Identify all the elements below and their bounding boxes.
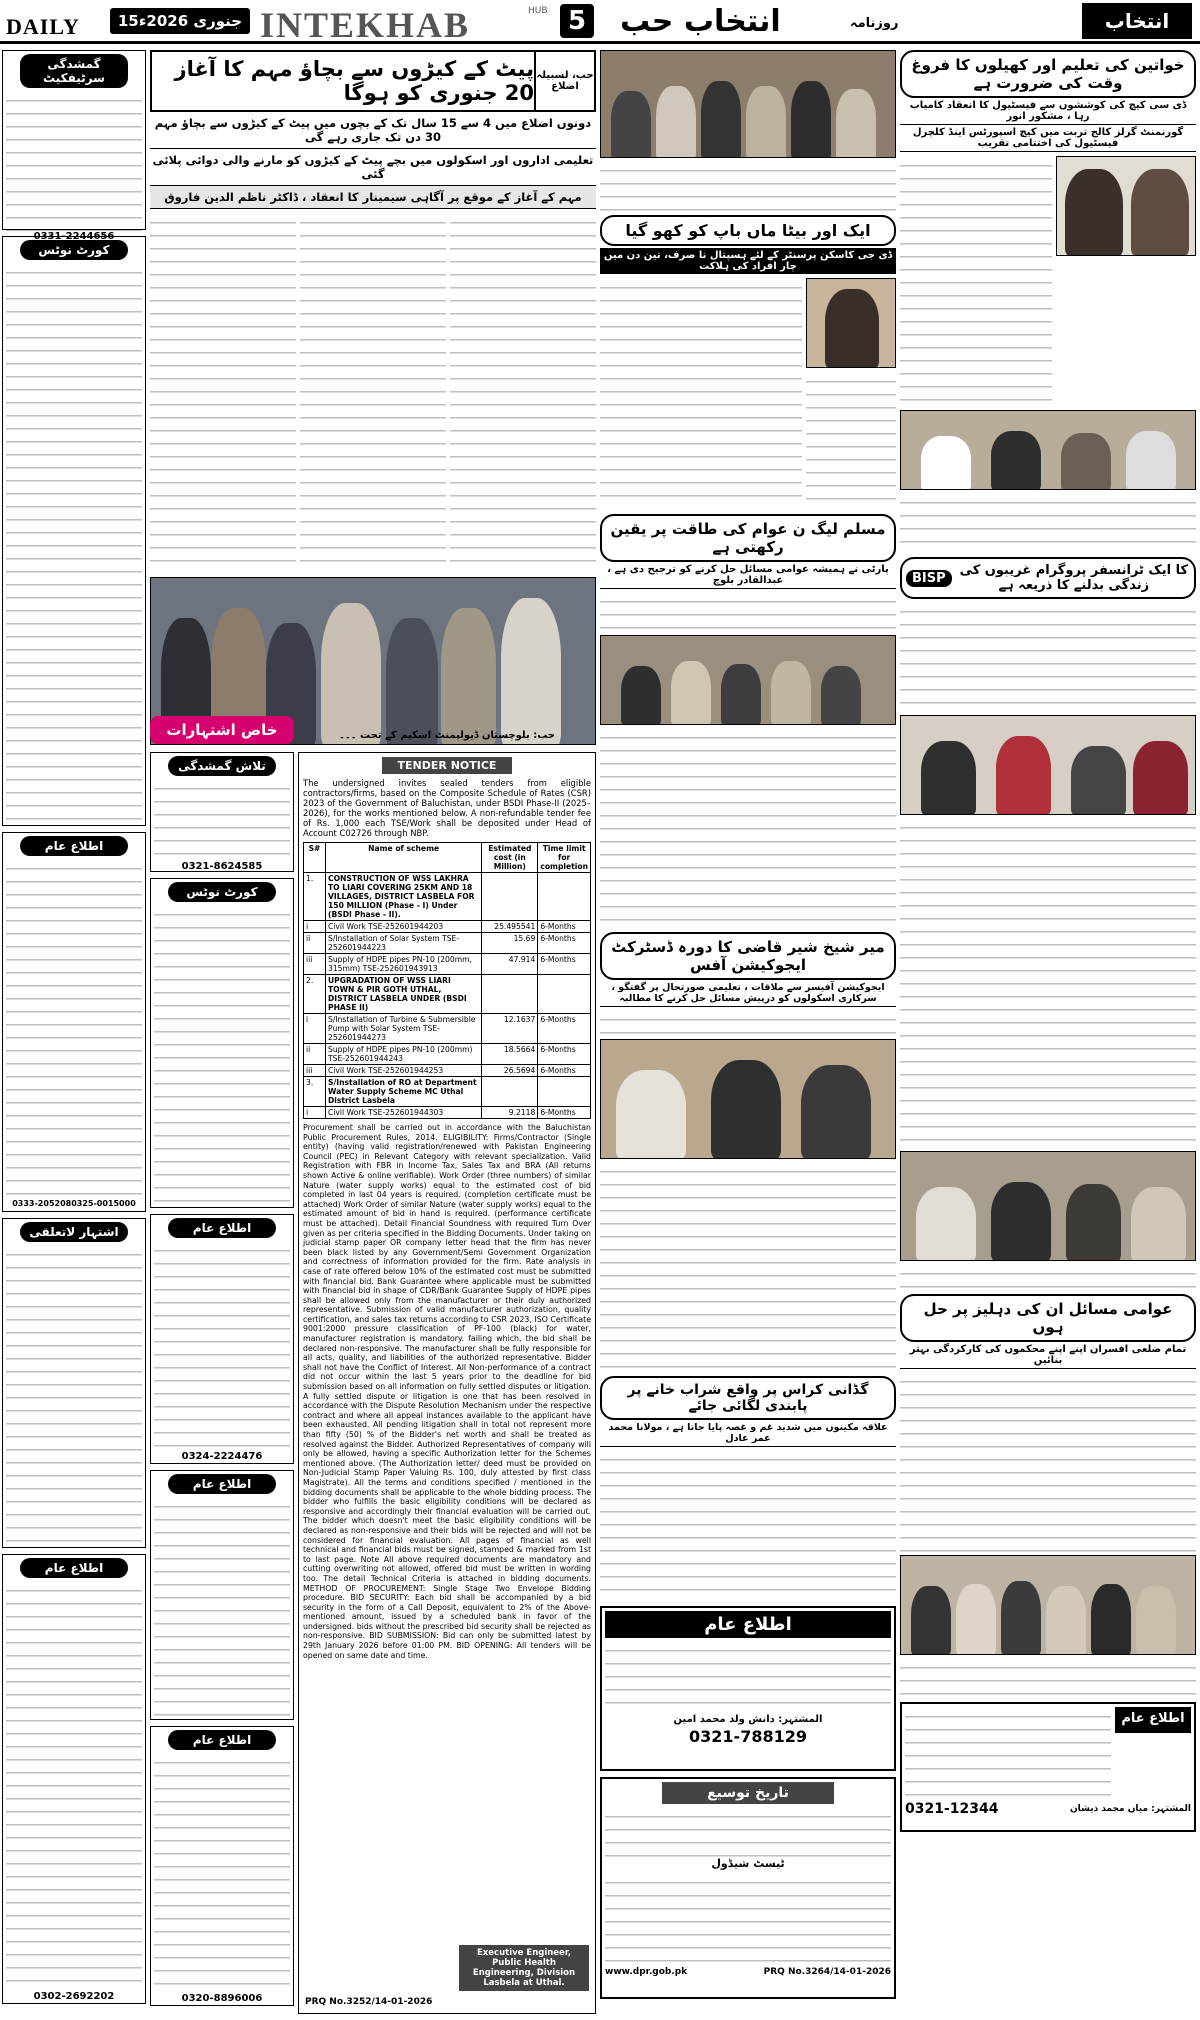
mid-ad-2 [150, 878, 294, 1208]
tender-row [304, 873, 591, 921]
tender-cell-name: UPGRADATION OF WSS LIARI TOWN & PIR GOTH UTHAL, DISTRICT LASBELA UNDER (BSDI PHASE II) [326, 975, 482, 1014]
masthead [0, 0, 1200, 44]
mid-ad-2-title: کورٹ نوٹس [168, 882, 277, 902]
page-number: 5 [560, 4, 594, 38]
col3-notice-2 [600, 1777, 896, 1999]
mid-ad-3-phone: 0324-2224476 [181, 1451, 263, 1462]
col4-h1-sub: ڈی سی کیچ کی کوششوں سے فیسٹیول کا انعقاد کامیاب رہا ، مشکور انور [900, 98, 1196, 125]
tender-cell-s: i [304, 1014, 326, 1044]
lead-caption: حب: بلوچستان ڈیولپمنٹ اسکیم کے تحت ۔۔۔ [338, 730, 556, 741]
col4-h3: عوامی مسائل ان کی دہلیز پر حل ہوں [923, 1300, 1173, 1336]
lead-headline: پیٹ کے کیڑوں سے بچاؤ مہم کا آغاز 20 جنوری کو ہوگا [174, 57, 534, 105]
masthead-title-en: INTEKHAB [260, 5, 471, 45]
mid-ad-1-title: تلاش گمشدگی [168, 756, 277, 776]
col3-headline-1 [600, 215, 896, 246]
col4-photo-3 [900, 1151, 1196, 1261]
tender-cell-s: i [304, 1107, 326, 1119]
tender-cell-time: 6-Months [538, 1107, 591, 1119]
col4-portraits [1056, 156, 1196, 256]
col3-story-1-text-2 [806, 372, 896, 507]
left-ad-4 [2, 1218, 146, 1548]
lead-kicker [534, 52, 594, 110]
col4-story-1-text [900, 156, 1052, 406]
col4-photo-2 [900, 715, 1196, 815]
newspaper-logo: انتخاب [1082, 3, 1192, 39]
col3-story-1 [600, 278, 896, 508]
col3-notice-1-title: اطلاع عام [605, 1611, 891, 1638]
tender-cell-time: 6-Months [538, 933, 591, 954]
tender-cell-cost [482, 975, 538, 1014]
tender-cell-name: Civil Work TSE-252601944253 [326, 1065, 482, 1077]
tender-table [303, 842, 591, 1119]
tender-body: Procurement shall be carried out in accordance with the Baluchistan Public Procurement Rules, 2014. ELIGIBILITY: Firms/Contractor (Single entity) (having valid registration/renewed with Pakistan Engineering Council (PEC) in Relevant Category with relevant specialization. Valid Registration with FBR in Income Tax, Sales Tax and BRA (All returns shown Active & online verifiable). Work Order (three numbers) of similar Nature (water supply works) equal to the estimated cost of bid completed in last 04 years is required. (completion certificate must be attached) Work Order of similar Nature (water supply works) equal to the estimated amount of bid in hand is required. (performance certificate must be attached). Detail Financial Soundness with required Turn Over given as per criteria specified in the Bidding Documents. Under taking on judicial stamp paper OR company letter head that the firm has never been black listed by any Government/Semi Government Organization and correctness of information provided for the firm. Rate analysis in case of rate offered below 10% of the estimated cost must be submitted with financial bid. Bank Guarantee where applicable must be submitted with financial bid in shape of CDR/Bank Guarantee Supply of HDPE pipes shall be allowed only from the manufacturer or their duly authorized representative. Submission of valid manufacturer authorization, quality certification, and sales tax returns according to CSR 2023, ISO Certificate 9001:2000 pressure classification of PF-100 (black) for water, manufacturer registration is mandatory. failing which, the bid shall be declared non-responsive. The manufacturer shall be fully responsible for all acts, quality, and liabilities of the authorized representative. Bidder shall not have the Conflict of Interest. All Non-performance of a contract did not occur within the last 5 years prior to the deadline for bid submission based on all information on fully settled disputes or litigation. A fully settled dispute or litigation is one that has been resolved in accordance with the Dispute Resolution Mechanism under the respective contract and where all appeal instances available to the applicant have been exhausted. All pending litigation shall in total not represent more than fifty (50) % of the Bidder's net worth and shall be treated as resolved against the Bidder. Authorized Representatives of company will only be allowed, having a specific Authorization letter for the Schemes mentioned above. (The Authorization letter/ deed must be provided on Non-Judicial Stamp Paper Valuing Rs. 100, duly attested by first class Magistrate). All the terms and conditions specified / mentioned in the bidding documents shall be applicable to the whole bidding process. The bidder who fulfills the basic eligibility conditions will be declared as responsive and accordingly their financial evaluation will be carried out. The bidder which doesn't meet the basic eligibility conditions will be declared as non-responsive and their bids will be rejected and will not be considered for financial evaluation. All pages of financial as well technical and financial bids must be signed, stamped & marked from 1st to last page. Note All above required documents are mandatory and cutting overwriting not allowed, offered bid must be written in wording too. The detail Technical Criteria is attached in bidding documents. METHOD OF PROCUREMENT: Single Stage Two Envelope Bidding procedure. BID SECURITY: Each bid shall be accompanied by a bid security in the form of a Call Deposit, equivalent to 2% of the Above-mentioned amount, issued by a scheduled bank in favor of the undersigned. bids without the prescribed bid security shall be rejected as non-responsive. BID SUBMISSION: Bid can only be submitted latest by 29th January 2026 before 01:00 PM. BID OPENING: All tenders will be opened on same date and time. [303, 1123, 591, 1660]
tender-cell-name: Supply of HDPE pipes PN-10 (200mm, 315mm) TSE-252601943913 [326, 954, 482, 975]
tender-cell-time: 6-Months [538, 921, 591, 933]
col4-h1: خواتین کی تعلیم اور کھیلوں کا فروغ وقت کی ضرورت ہے [911, 56, 1185, 92]
lead-body-col-2 [300, 213, 446, 573]
col4-headline-1 [900, 50, 1196, 98]
left-ad-3-title: اطلاع عام [20, 836, 129, 856]
col3-story-1-text [600, 278, 802, 508]
tender-row [304, 921, 591, 933]
col3-notice-1-contact: المشتہر: دانش ولد محمد امین [673, 1714, 823, 1725]
col4-notice-row [905, 1707, 1191, 1797]
tender-cell-name: S/Installation of RO at Department Water Supply Scheme MC Uthal District Lasbela [326, 1077, 482, 1107]
masthead-hub: HUB [528, 6, 548, 16]
tender-cell-cost: 25.495541 [482, 921, 538, 933]
col3-notice-2-title: تاریخ توسیع [662, 1782, 834, 1804]
tender-cell-cost: 26.5694 [482, 1065, 538, 1077]
masthead-roznama: روزنامہ [850, 16, 899, 31]
col3-story-2-text-a [600, 592, 896, 632]
mid-ad-4-title: اطلاع عام [168, 1474, 277, 1494]
mid-ad-4 [150, 1470, 294, 1720]
col4-story-1-text-b [900, 493, 1196, 553]
left-ad-5-title: اطلاع عام [20, 1558, 129, 1578]
tender-row [304, 1044, 591, 1065]
tender-th-cost: Estimated cost (in Million) [482, 843, 538, 873]
col3-h3-sub: ایجوکیشن آفیسر سے ملاقات ، تعلیمی صورتحال پر گفتگو ، سرکاری اسکولوں کو درپیش مسائل حل کرنے کا مطالبہ [600, 980, 896, 1007]
col4-story-3-text [900, 1372, 1196, 1552]
tender-cell-cost: 9.2118 [482, 1107, 538, 1119]
tender-row [304, 1077, 591, 1107]
lead-story [150, 50, 596, 750]
col4-headline-3 [900, 1294, 1196, 1342]
col4-photo-4-caption [900, 1658, 1196, 1698]
col3-h2: مسلم لیگ ن عوام کی طاقت پر یقین رکھتی ہے [610, 520, 886, 556]
tender-cell-s: ii [304, 933, 326, 954]
col3-h4-sub: علاقہ مکینوں میں شدید غم و غصہ پایا جاتا ہے ، مولانا محمد عمر عادل [600, 1420, 896, 1447]
tender-th-time: Time limit for completion [538, 843, 591, 873]
col3-story-1-right [806, 278, 896, 508]
tender-cell-name: CONSTRUCTION OF WSS LAKHRA TO LIARI COVERING 25KM AND 18 VILLAGES, DISTRICT LASBELA FOR 150 MILLION (Phase - I) Under (BSDI Phase - II). [326, 873, 482, 921]
left-ad-2 [2, 236, 146, 826]
mid-ad-2-text [154, 905, 290, 1205]
tender-cell-s: 1. [304, 873, 326, 921]
tender-cell-s: 3. [304, 1077, 326, 1107]
tender-cell-cost: 18.5664 [482, 1044, 538, 1065]
mid-ad-1-phone: 0321-8624585 [181, 861, 263, 872]
tender-cell-s: i [304, 921, 326, 933]
masthead-daily: DAILY [6, 14, 80, 39]
lead-subhead-3: تعلیمی اداروں اور اسکولوں میں بچے پیٹ کے کیڑوں کو مارنے والی دوائی پلائی گئی [150, 149, 596, 186]
col3-story-4-text [600, 1450, 896, 1600]
col4-photo-4 [900, 1555, 1196, 1655]
col4-h2: کا ایک ٹرانسفر پروگرام غریبوں کی زندگی بدلنے کا ذریعہ ہے [959, 563, 1189, 593]
lead-body-col-1 [150, 213, 296, 573]
tender-prq: PRQ No.3252/14-01-2026 [305, 1997, 433, 2007]
left-ad-5-phone: 0302-2692202 [33, 1991, 115, 2002]
left-ad-5-text [6, 1581, 142, 1991]
left-ad-4-text [6, 1245, 142, 1545]
col3-photo-3 [600, 1039, 896, 1159]
tender-cell-time [538, 873, 591, 921]
col4-notice-phone: 0321-12344 [905, 1801, 999, 1817]
tender-cell-time: 6-Months [538, 1065, 591, 1077]
lead-kicker-left: اضلاع [551, 81, 579, 92]
left-ad-3-text [6, 859, 142, 1199]
col3-headline-4 [600, 1376, 896, 1420]
lead-subhead-2: مہم کے آغاز کے موقع پر آگاہی سیمینار کا انعقاد ، ڈاکٹر ناظم الدین فاروق [150, 186, 596, 209]
col3-h2-sub: پارٹی نے ہمیشہ عوامی مسائل حل کرنے کو ترجیح دی ہے ، عبدالقادر بلوچ [600, 562, 896, 589]
tender-cell-s: iii [304, 1065, 326, 1077]
col4-story-1 [900, 156, 1196, 406]
mid-ad-5-text [154, 1753, 290, 1993]
left-ad-2-text [6, 263, 142, 823]
col3-h4: گڈانی کراس پر واقع شراب خانے پر پابندی لگائی جائے [627, 1382, 869, 1414]
col3-portrait [806, 278, 896, 368]
col4-photo-3-caption [900, 1264, 1196, 1290]
col4-notice-title: اطلاع عام [1115, 1707, 1191, 1733]
tender-cell-name: Civil Work TSE-252601944203 [326, 921, 482, 933]
mid-ads-column [150, 752, 294, 2014]
masthead-title-ur: انتخاب حب [620, 4, 781, 39]
col3-prq: PRQ No.3264/14-01-2026 [763, 1967, 891, 1977]
tender-row [304, 1107, 591, 1119]
col3-h1: ایک اور بیٹا ماں باپ کو کھو گیا [625, 221, 871, 240]
tender-cell-name: Supply of HDPE pipes PN-10 (200mm) TSE-252601944243 [326, 1044, 482, 1065]
tender-cell-time: 6-Months [538, 1044, 591, 1065]
col4-h3-sub: تمام ضلعی افسران اپنے اپنے محکموں کی کارکردگی بہتر بنائیں [900, 1342, 1196, 1369]
col3-photo-2 [600, 635, 896, 725]
tender-title: TENDER NOTICE [382, 757, 512, 774]
tender-cell-name: S/Installation of Turbine & Submersible Pump with Solar System TSE-252601944273 [326, 1014, 482, 1044]
mid-ad-5-title: اطلاع عام [168, 1730, 277, 1750]
tender-cell-s: ii [304, 1044, 326, 1065]
col3-photo-caption [600, 161, 896, 211]
tender-row [304, 933, 591, 954]
lead-body-columns [150, 213, 596, 573]
tender-cell-time [538, 1077, 591, 1107]
left-ad-1-phone: 0331-2244656 [33, 231, 115, 242]
tender-cell-time: 6-Months [538, 954, 591, 975]
col3-h1-sub: ڈی جی کاسکن پرسنٹر کے لئے ہسپتال نا صرف، تین دن میں چار افراد کی ہلاکت [600, 248, 896, 274]
col4-headline-2 [900, 557, 1196, 599]
tender-intro: The undersigned invites sealed tenders from eligible contractors/firms, based on the Composite Schedule of Rates (CSR) 2023 of the Government of Baluchistan, under BSDI Phase-II (2025–2026), for the works mentioned below. A non-refundable tender fee of Rs. 1,000 each TSE/Work shall be deposited under Head of Account C02726 through NBP. [303, 778, 591, 838]
col4-notice-text [905, 1707, 1111, 1797]
left-ad-4-title: اشتہار لاتعلقی [20, 1222, 129, 1242]
col4-h1-sub2: گورنمنٹ گرلز کالج تربت میں کیچ اسپورٹس اینڈ کلچرل فیسٹیول کی اختتامی تقریب [900, 125, 1196, 152]
col3-notice-2-footer [605, 1967, 891, 1977]
tender-th-name: Name of scheme [326, 843, 482, 873]
column-3 [600, 50, 896, 2016]
mid-ad-3 [150, 1214, 294, 1464]
mid-ad-5-phone: 0320-8896006 [181, 1993, 263, 2004]
col4-notice [900, 1702, 1196, 1832]
lead-kicker-right: حب، لسبیلہ [536, 70, 594, 81]
mid-ad-1-text [154, 779, 290, 861]
lead-subhead-1: دونوں اضلاع میں 4 سے 15 سال تک کے بچوں میں پیٹ کے کیڑوں سے بچاؤ مہم 30 دن تک جاری رہے گی [150, 112, 596, 149]
col3-h3: میر شیخ شیر قاضی کا دورہ ڈسٹرکٹ ایجوکیشن آفس [611, 938, 885, 974]
left-ad-1-text [6, 91, 142, 231]
col3-headline-3 [600, 932, 896, 980]
col3-photo-1 [600, 50, 896, 158]
col4-story-2-text-b [900, 818, 1196, 1148]
left-ad-2-title: کورٹ نوٹس [20, 240, 129, 260]
left-ad-1 [2, 50, 146, 242]
tender-cell-s: iii [304, 954, 326, 975]
khas-ads-banner: خاص اشتہارات [150, 716, 294, 744]
col3-notice-1 [600, 1606, 896, 1771]
col3-notice-2-sub: ٹیسٹ شیڈول [711, 1857, 785, 1870]
mid-ad-3-text [154, 1241, 290, 1451]
tender-cell-time [538, 975, 591, 1014]
col4-photo-1 [900, 410, 1196, 490]
tender-cell-cost [482, 1077, 538, 1107]
tender-cell-cost [482, 873, 538, 921]
col3-story-3-text-b [600, 1162, 896, 1372]
tender-row [304, 975, 591, 1014]
col4-notice-footer [905, 1801, 1191, 1817]
tender-cell-cost: 47.914 [482, 954, 538, 975]
tender-cell-name: Civil Work TSE-252601944303 [326, 1107, 482, 1119]
left-ads-column [2, 50, 146, 2016]
mid-ad-3-title: اطلاع عام [168, 1218, 277, 1238]
col4-h2-kicker: BISP [906, 570, 952, 587]
tender-cell-s: 2. [304, 975, 326, 1014]
mid-ad-5 [150, 1726, 294, 2006]
mid-ad-4-text [154, 1497, 290, 1717]
col3-notice-1-phone: 0321-788129 [689, 1727, 807, 1746]
tender-row [304, 1065, 591, 1077]
col3-notice-2-text-a [605, 1807, 891, 1857]
mid-ad-1 [150, 752, 294, 872]
tender-signature: Executive Engineer, Public Health Engineering, Division Lasbela at Uthal. [459, 1945, 589, 1991]
tender-row [304, 954, 591, 975]
left-ad-5 [2, 1554, 146, 2004]
left-ad-1-title: گمشدگی سرٹیفکیٹ [20, 54, 129, 88]
col3-notice-2-text-b [605, 1873, 891, 1963]
tender-cell-cost: 12.1637 [482, 1014, 538, 1044]
tender-cell-time: 6-Months [538, 1014, 591, 1044]
col3-notice-1-text [605, 1641, 891, 1711]
tender-cell-cost: 15.69 [482, 933, 538, 954]
left-ad-3-phone: 0333-2052080325-0015000 [12, 1199, 136, 1208]
col3-story-2-text-b [600, 728, 896, 928]
masthead-date: 15جنوری 2026ء [110, 8, 250, 34]
col4-story-2-text-a [900, 602, 1196, 712]
col3-story-3-text-a [600, 1010, 896, 1036]
col4-notice-contact: المشتہر: میاں محمد ذیشان [1069, 1804, 1191, 1814]
col3-web: www.dpr.gob.pk [605, 1967, 688, 1977]
tender-notice [298, 752, 596, 2014]
lead-headline-bar [150, 50, 596, 112]
tender-cell-name: S/Installation of Solar System TSE-252601944223 [326, 933, 482, 954]
lead-body-col-3 [450, 213, 596, 573]
tender-th-s: S# [304, 843, 326, 873]
column-4 [900, 50, 1196, 2016]
left-ad-3 [2, 832, 146, 1212]
col3-headline-2 [600, 514, 896, 562]
tender-row [304, 1014, 591, 1044]
